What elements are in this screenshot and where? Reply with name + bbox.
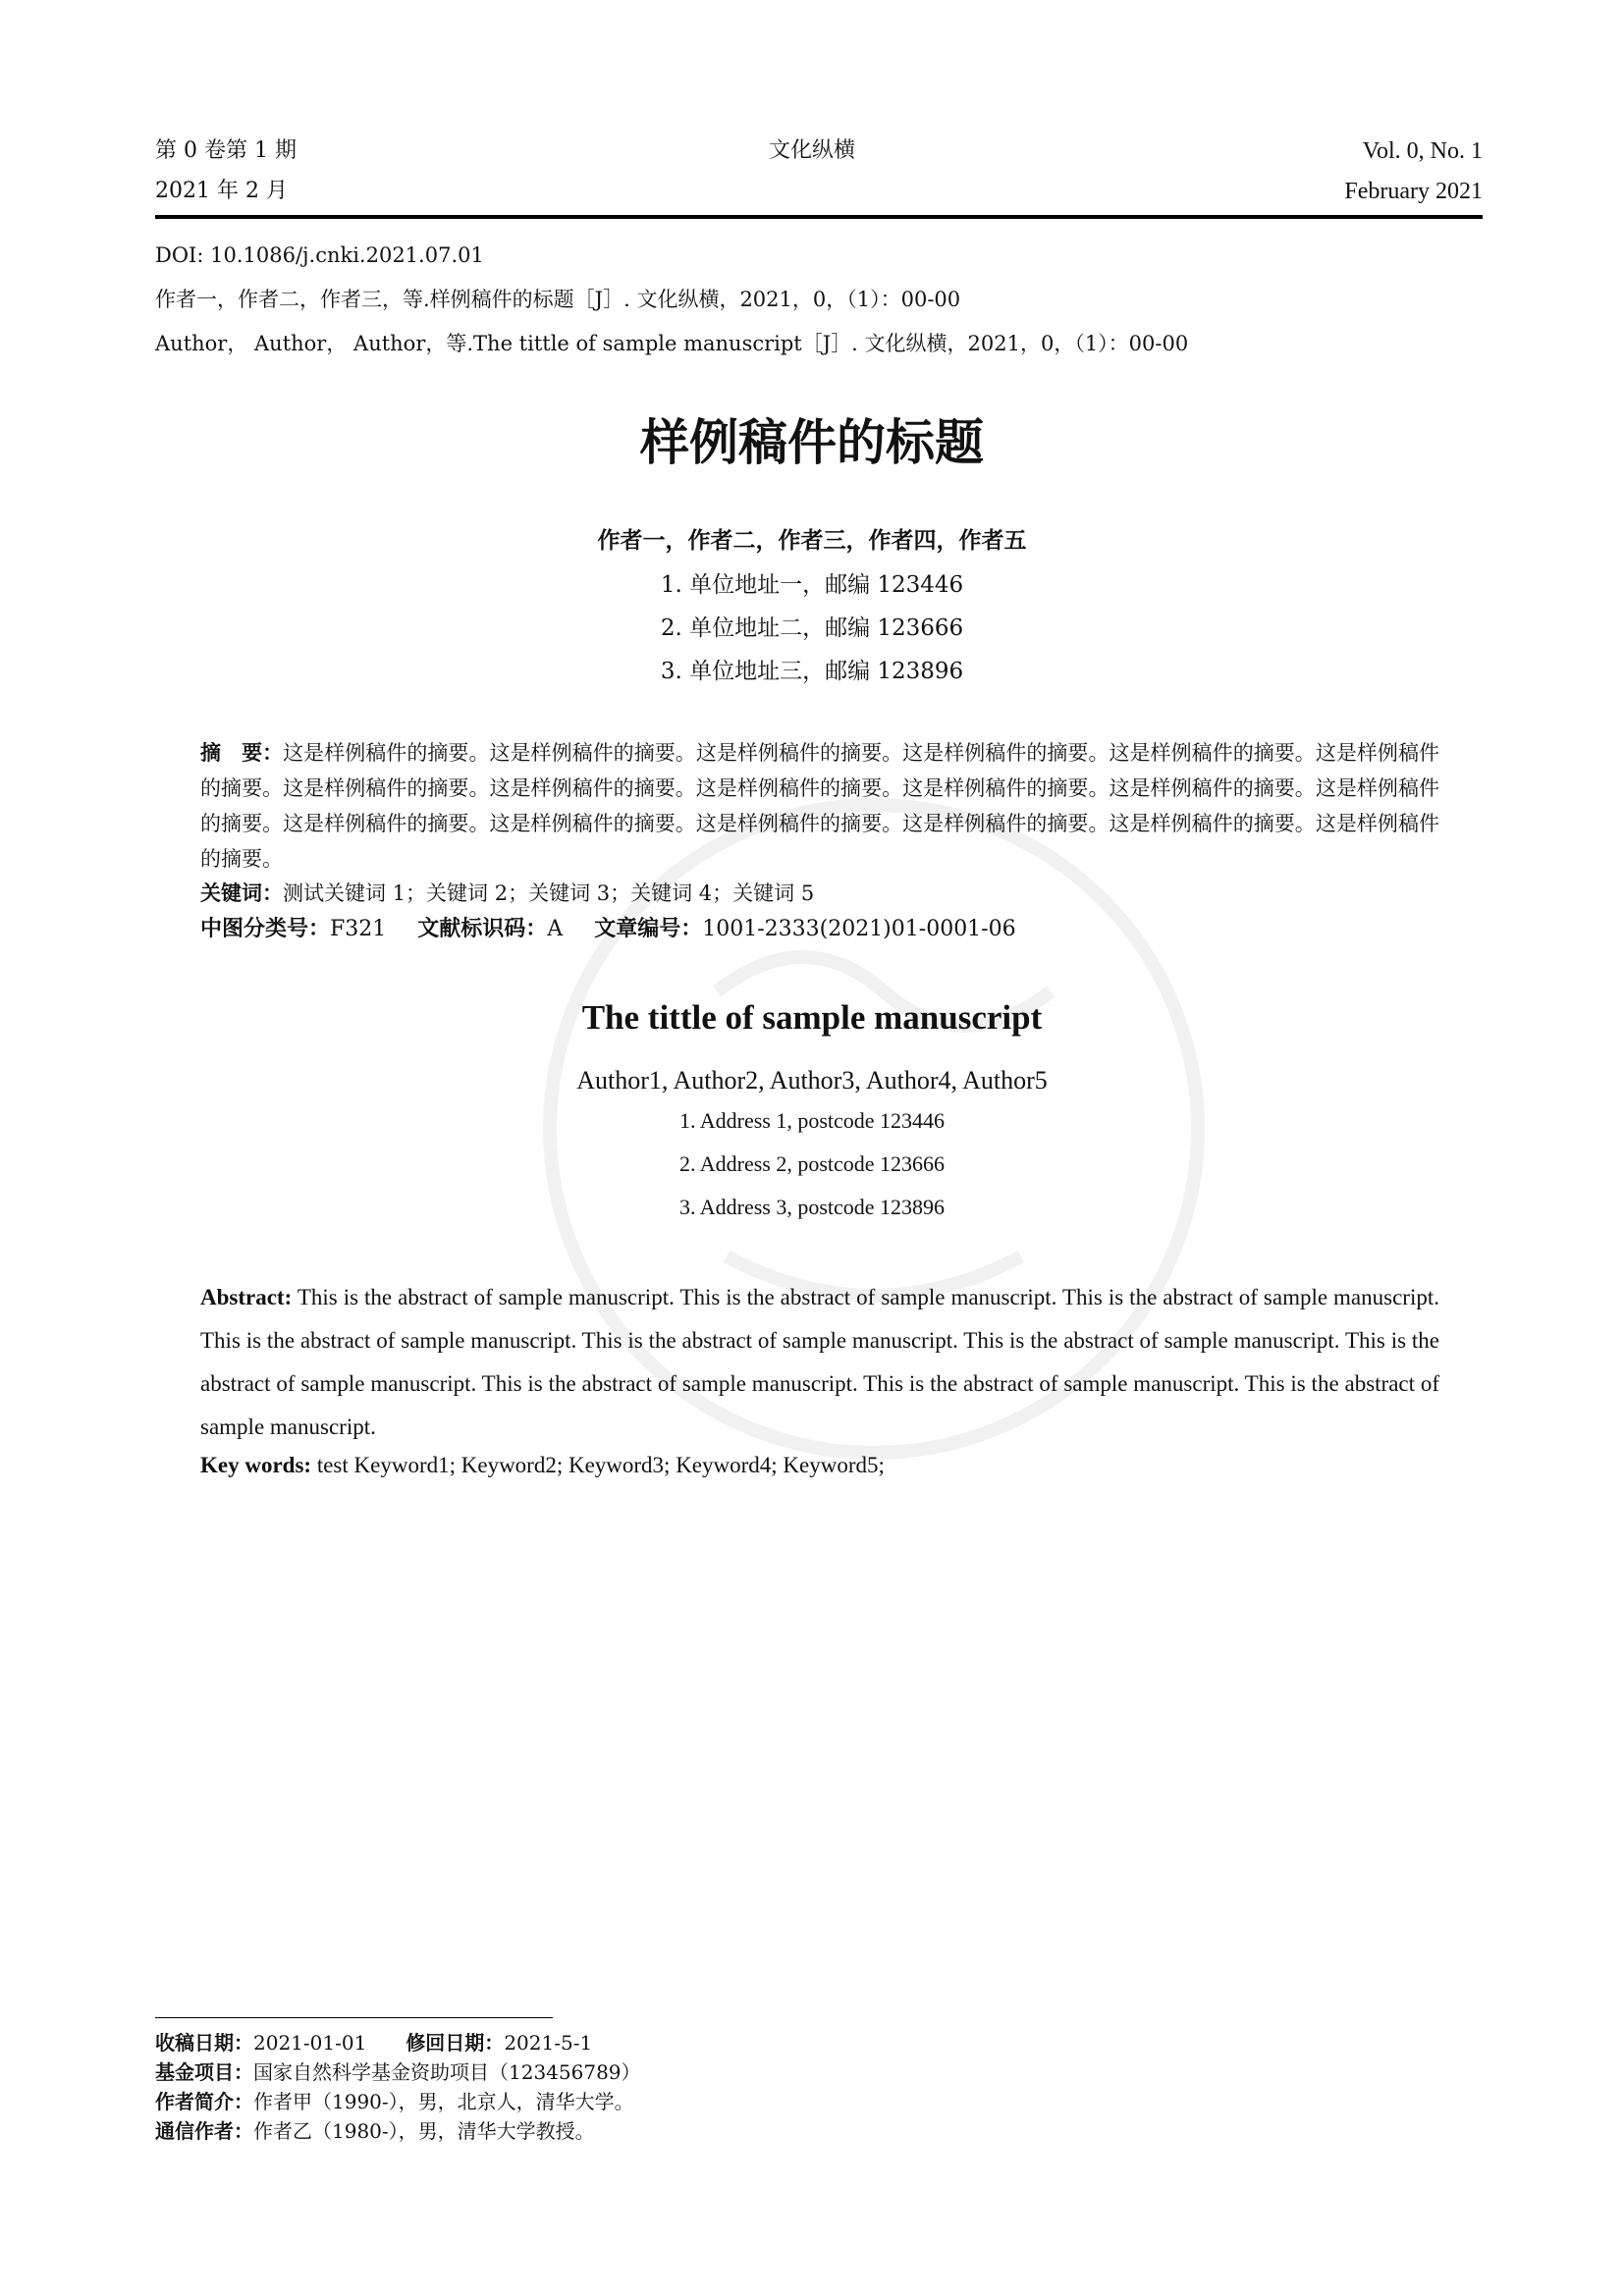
footnote-corresponding [155, 2116, 595, 2146]
bio-value: 作者甲（1990-），男，北京人，清华大学。 [253, 2090, 634, 2113]
keywords-en [200, 1449, 885, 1482]
abstract-cn-label: 摘 要： [200, 741, 284, 765]
keywords-en-text: test Keyword1; Keyword2; Keyword3; Keyword4; Keyword5; [311, 1453, 885, 1477]
title-cn: 样例稿件的标题 [640, 414, 984, 471]
fund-value: 国家自然科学基金资助项目（123456789） [253, 2060, 641, 2084]
corr-label: 通信作者： [155, 2119, 253, 2143]
header-rule [155, 215, 1483, 219]
doc-code-label: 文献标识码： [417, 917, 548, 941]
affiliation-en-3: 3. Address 3, postcode 123896 [678, 1195, 946, 1219]
keywords-en-label: Key words: [200, 1453, 312, 1477]
article-no-label: 文章编号： [594, 917, 703, 941]
citation-en: Author， Author， Author，等.The tittle of sample manuscript［J］. 文化纵横，2021，0，（1）：00-00 [155, 332, 1189, 355]
footnote-dates [155, 2028, 592, 2057]
doi-line: DOI: 10.1086/j.cnki.2021.07.01 [155, 243, 484, 267]
received-label: 收稿日期： [155, 2031, 253, 2055]
footnote-fund [155, 2057, 641, 2087]
abstract-en-text: This is the abstract of sample manuscript. This is the abstract of sample manuscript. This is the abstract of sample manuscript. This is the abstract of sample manuscript. This is the abstract of sample manuscript. This is the abstract of sample manuscript. This is the abstract of sample manuscript. This is the abstract of sample manuscript. This is the abstract of sample manuscript. This is the abstract of sample manuscript. [200, 1285, 1439, 1439]
affiliation-en-1: 1. Address 1, postcode 123446 [678, 1108, 946, 1133]
fund-label: 基金项目： [155, 2060, 253, 2084]
footnote-author-bio [155, 2087, 634, 2116]
clc-label: 中图分类号： [200, 917, 331, 941]
header-date-en: February 2021 [1344, 179, 1483, 204]
corr-value: 作者乙（1980-），男，清华大学教授。 [253, 2119, 595, 2143]
authors-cn: 作者一，作者二，作者三，作者四，作者五 [597, 527, 1027, 554]
citation-cn: 作者一，作者二，作者三，等.样例稿件的标题［J］. 文化纵横，2021，0，（1）：00-00 [155, 288, 961, 311]
revised-value: 2021-5-1 [504, 2031, 593, 2055]
affiliation-cn-3: 3. 单位地址三，邮编 123896 [660, 659, 964, 684]
keywords-cn-label: 关键词： [200, 881, 283, 905]
received-value: 2021-01-01 [253, 2031, 367, 2055]
abstract-en [200, 1276, 1439, 1449]
header-volume-issue-en: Vol. 0, No. 1 [1362, 138, 1483, 164]
header-date-cn: 2021 年 2 月 [155, 179, 288, 203]
keywords-cn-text: 测试关键词 1；关键词 2；关键词 3；关键词 4；关键词 5 [283, 881, 815, 905]
header-journal-name: 文化纵横 [768, 138, 855, 163]
header-volume-issue-cn: 第 0 卷第 1 期 [155, 138, 297, 163]
affiliation-cn-2: 2. 单位地址二，邮编 123666 [660, 615, 964, 641]
revised-label: 修回日期： [406, 2031, 505, 2055]
abstract-en-label: Abstract: [200, 1285, 293, 1309]
doc-code-value: A [547, 917, 564, 941]
affiliation-cn-1: 1. 单位地址一，邮编 123446 [660, 572, 964, 598]
title-en: The tittle of sample manuscript [581, 998, 1043, 1037]
affiliation-en-2: 2. Address 2, postcode 123666 [678, 1151, 946, 1176]
abstract-cn-text: 这是样例稿件的摘要。这是样例稿件的摘要。这是样例稿件的摘要。这是样例稿件的摘要。这是样例稿件的摘要。这是样例稿件的摘要。这是样例稿件的摘要。这是样例稿件的摘要。这是样例稿件的摘要。这是样例稿件的摘要。这是样例稿件的摘要。这是样例稿件的摘要。这是样例稿件的摘要。这是样例稿件的摘要。这是样例稿件的摘要。这是样例稿件的摘要。这是样例稿件的摘要。这是样例稿件的摘要。 [200, 741, 1439, 871]
authors-en: Author1, Author2, Author3, Author4, Author5 [576, 1066, 1048, 1095]
bio-label: 作者简介： [155, 2090, 253, 2113]
article-no-value: 1001-2333(2021)01-0001-06 [702, 917, 1016, 941]
footnote-rule [155, 2017, 553, 2018]
clc-value: F321 [330, 917, 387, 941]
